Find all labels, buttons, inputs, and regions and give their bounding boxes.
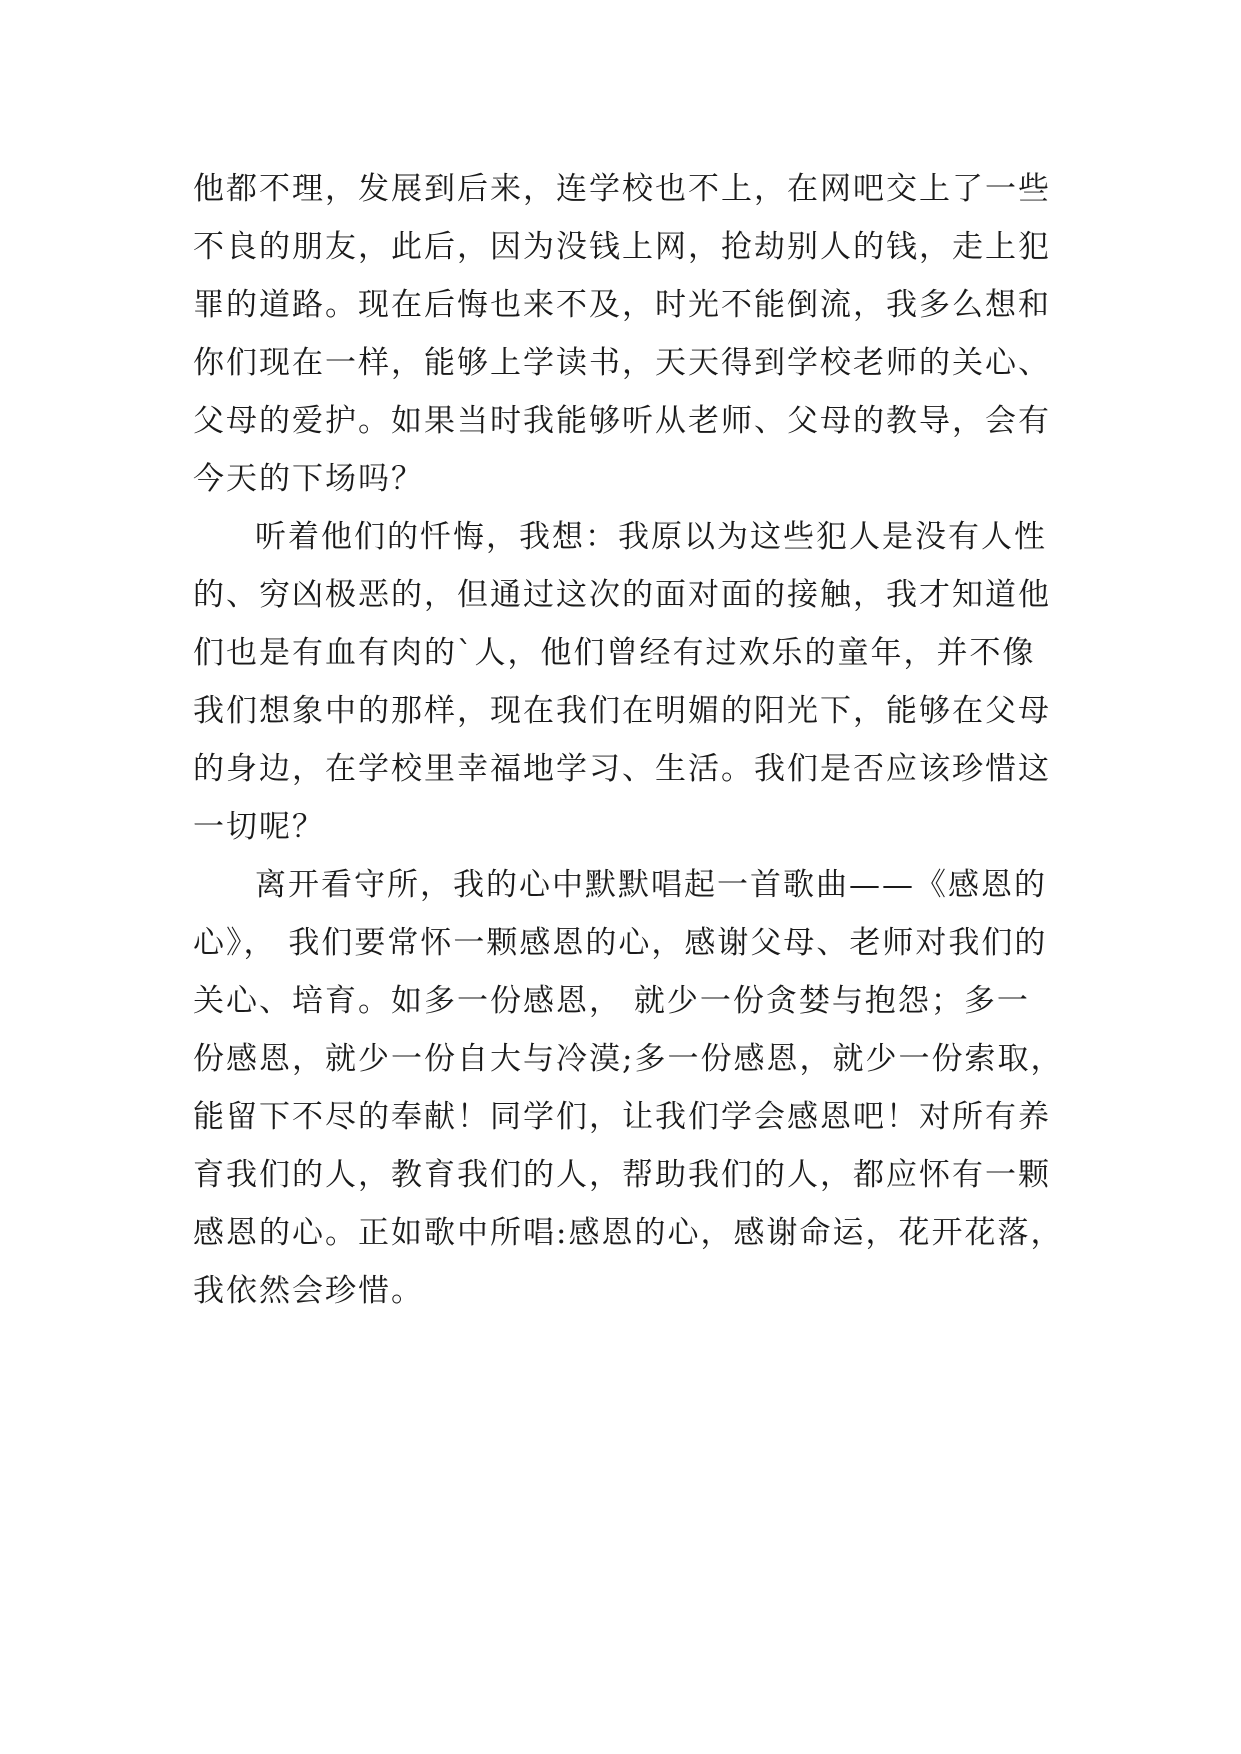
paragraph-1 xyxy=(193,160,1073,508)
paragraph-3 xyxy=(193,856,1073,1320)
text-line: 感恩的心。正如歌中所唱:感恩的心，感谢命运，花开花落， xyxy=(193,1215,1064,1251)
text-line: 我们想象中的那样，现在我们在明媚的阳光下，能够在父母 xyxy=(193,693,1051,729)
text-line: 离开看守所，我的心中默默唱起一首歌曲——《感恩的 xyxy=(255,867,1047,903)
text-line: 能留下不尽的奉献！同学们，让我们学会感恩吧！对所有养 xyxy=(193,1099,1051,1135)
text-line: 父母的爱护。如果当时我能够听从老师、父母的教导，会有 xyxy=(193,403,1051,439)
document-body xyxy=(193,160,1073,1320)
text-line: 他都不理，发展到后来，连学校也不上，在网吧交上了一些 xyxy=(193,171,1051,207)
text-line: 听着他们的忏悔，我想：我原以为这些犯人是没有人性 xyxy=(255,519,1047,555)
text-line: 心》， 我们要常怀一颗感恩的心，感谢父母、老师对我们的 xyxy=(193,925,1048,961)
text-line: 今天的下场吗？ xyxy=(193,461,424,497)
text-line: 罪的道路。现在后悔也来不及，时光不能倒流，我多么想和 xyxy=(193,287,1051,323)
text-line: 育我们的人，教育我们的人，帮助我们的人，都应怀有一颗 xyxy=(193,1157,1051,1193)
text-line: 一切呢？ xyxy=(193,809,325,845)
text-line: 关心、培育。如多一份感恩， 就少一份贪婪与抱怨；多一 xyxy=(193,983,1030,1019)
text-line: 我依然会珍惜。 xyxy=(193,1273,424,1309)
text-line: 不良的朋友，此后，因为没钱上网，抢劫别人的钱，走上犯 xyxy=(193,229,1051,265)
text-line: 的、穷凶极恶的，但通过这次的面对面的接触，我才知道他 xyxy=(193,577,1051,613)
text-line: 们也是有血有肉的`人，他们曾经有过欢乐的童年，并不像 xyxy=(193,635,1036,671)
text-line: 的身边，在学校里幸福地学习、生活。我们是否应该珍惜这 xyxy=(193,751,1051,787)
paragraph-2 xyxy=(193,508,1073,856)
text-line: 你们现在一样，能够上学读书，天天得到学校老师的关心、 xyxy=(193,345,1051,381)
text-line: 份感恩，就少一份自大与冷漠;多一份感恩，就少一份索取， xyxy=(193,1041,1064,1077)
